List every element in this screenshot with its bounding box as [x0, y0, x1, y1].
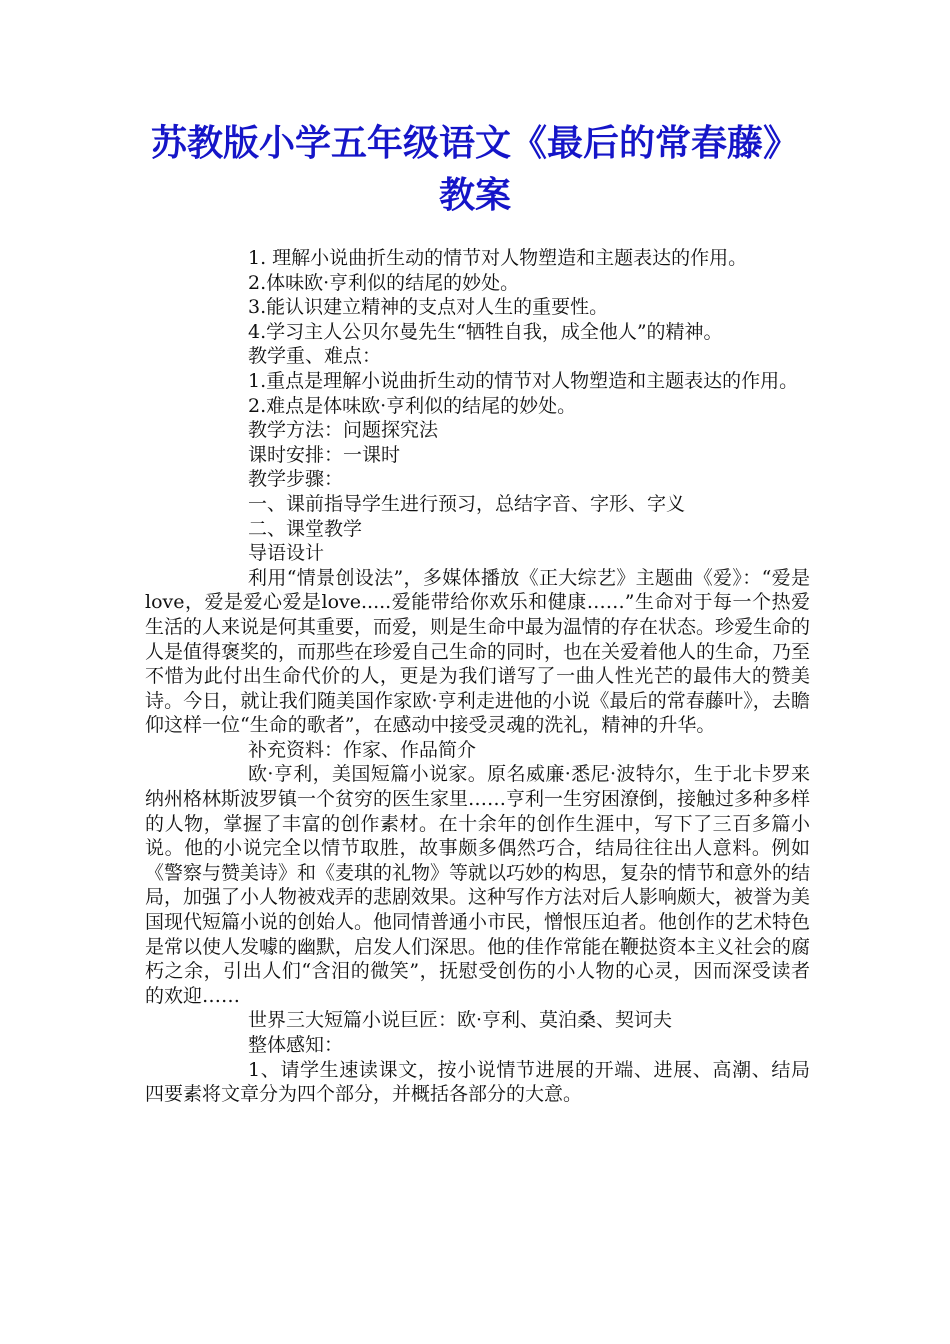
- key-point-1: 1.重点是理解小说曲折生动的情节对人物塑造和主题表达的作用。: [248, 369, 799, 392]
- author-bio-paragraph: 欧·亨利，美国短篇小说家。原名威廉·悉尼·波特尔，生于北卡罗来纳州格林斯波罗镇一个贫穷的医生家里……亨利一生穷困潦倒，接触过多种多样的人物，掌握了丰富的创作素材。在十余年的创作生涯中，写下了三百多篇小说。他的小说完全以情节取胜，故事颇多偶然巧合，结局往往出人意料。例如《警察与赞美诗》和《麦琪的礼物》等就以巧妙的构思，复杂的情节和意外的结局，加强了小人物被戏弄的悲剧效果。这种写作方法对后人影响颇大，被誉为美国现代短篇小说的创始人。他同情普通小市民，憎恨压迫者。他创作的艺术特色是常以使人发噱的幽默，启发人们深思。他的佳作常能在鞭挞资本主义社会的腐朽之余，引出人们“含泪的微笑”，抚慰受创伤的小人物的心灵，因而深受读者的欢迎……: [145, 763, 811, 1007]
- objective-1: 1. 理解小说曲折生动的情节对人物塑造和主题表达的作用。: [248, 247, 748, 269]
- overall-perception-heading: 整体感知：: [248, 1034, 344, 1056]
- teaching-steps-heading: 教学步骤：: [248, 468, 344, 491]
- intro-design-paragraph: 利用“情景创设法”，多媒体播放《正大综艺》主题曲《爱》：“爱是love，爱是爱心爱是love.....爱能带给你欢乐和健康……”生命对于每一个热爱生活的人来说是何其重要，而爱，则是生命中最为温情的存在状态。珍爱生命的人是值得褒奖的，而那些在珍爱自己生命的同时，也在关爱着他人的生命，乃至不惜为此付出生命代价的人，更是为我们谱写了一曲人性光芒的最伟大的赞美诗。今日，就让我们随美国作家欧·亨利走进他的小说《最后的常春藤叶》，去瞻仰这样一位“生命的歌者”，在感动中接受灵魂的洗礼，精神的升华。: [145, 566, 811, 737]
- objective-4: 4.学习主人公贝尔曼先生“牺牲自我，成全他人”的精神。: [248, 320, 723, 343]
- class-schedule: 课时安排：一课时: [248, 443, 401, 466]
- step-1: 一、课前指导学生进行预习，总结字音、字形、字义: [248, 492, 686, 515]
- teaching-method: 教学方法：问题探究法: [248, 419, 439, 442]
- objective-3: 3.能认识建立精神的支点对人生的重要性。: [248, 296, 609, 319]
- key-points-heading: 教学重、难点：: [248, 345, 382, 368]
- key-point-2: 2.难点是体味欧·亨利似的结尾的妙处。: [248, 394, 577, 417]
- intro-design-heading: 导语设计: [248, 542, 325, 565]
- objective-2: 2.体味欧·亨利似的结尾的妙处。: [248, 271, 520, 294]
- step-2: 二、课堂教学: [248, 517, 363, 540]
- overall-perception-task-1: 1、请学生速读课文，按小说情节进展的开端、进展、高潮、结局四要素将文章分为四个部分，并概括各部分的大意。: [145, 1058, 810, 1106]
- supplement-heading: 补充资料：作家、作品简介: [248, 738, 477, 761]
- three-masters-line: 世界三大短篇小说巨匠：欧·亨利、莫泊桑、契诃夫: [248, 1009, 673, 1032]
- document-title: 苏教版小学五年级语文《最后的常春藤》教案: [150, 123, 799, 216]
- document-body: [145, 246, 810, 1107]
